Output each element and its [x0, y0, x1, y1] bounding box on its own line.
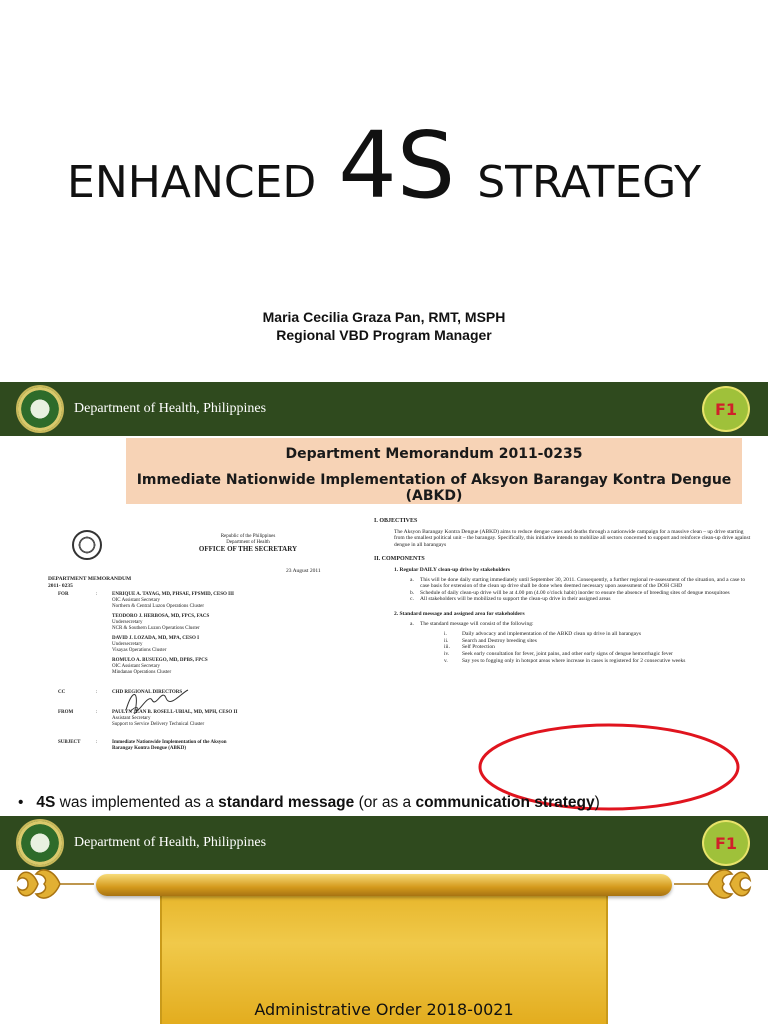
memo-row: FOR : ENRIQUE A. TAYAG, MD, PHSAE, FPSMID, CESO III OIC Assistant Secretary Northern & Central Luzon Operations Cluster	[48, 592, 358, 610]
fleur-de-lis-left-icon	[14, 860, 94, 908]
memo-row	[48, 658, 358, 676]
bullet-text-2: (or as a	[354, 794, 416, 811]
row-name: PAULYN JEAN B. ROSELL-UBIAL, MD, MPH, CESO II	[112, 710, 238, 715]
memo-title-banner	[126, 438, 742, 504]
bullet-text-3: )	[594, 794, 600, 811]
title-big: 4S	[338, 112, 456, 219]
row-label	[48, 614, 96, 632]
memo-row: FROM : PAULYN JEAN B. ROSELL-UBIAL, MD, MPH, CESO II Assistant Secretary Support to Service Delivery Technical Cluster	[48, 710, 358, 728]
memo-row	[48, 614, 358, 632]
scroll-rod	[96, 874, 672, 896]
dm-number: 2011- 0235	[48, 583, 73, 589]
signature-mark	[122, 686, 192, 714]
doh-header-bar	[0, 382, 768, 436]
doh-seal-icon	[72, 530, 102, 560]
republic-text: Republic of the Philippines	[220, 534, 276, 539]
title-prefix: ENHANCED	[67, 157, 317, 208]
standard-message-item: iii. Self Protection	[444, 644, 495, 651]
row-sub: Mindanao Operations Cluster	[112, 670, 172, 675]
row-name: Immediate Nationwide Implementation of the Aksyon	[112, 740, 227, 745]
row-sub: OIC Assistant Secretary	[112, 664, 161, 669]
component-1-item: a. This will be done daily starting immediately until September 30, 2011. Consequently, a further regional re-assessment of the situation, and a case to case basis for extension of the clean up drive shall be done when deemed necessary upon assessment of the DOH CHD	[410, 576, 746, 590]
row-sub: Barangay Kontra Dengue (ABKD)	[112, 746, 187, 751]
row-name: TEODORO J. HERBOSA, MD, FPCS, FACS	[112, 614, 210, 619]
row-name: DAVID J. LOZADA, MD, MPA, CESO I	[112, 636, 200, 641]
component-1-item: c. All stakeholders will be mobilized to support the clean-up drive in their assigned areas	[410, 596, 611, 603]
doh-seal-icon	[16, 385, 64, 433]
memo-scan-left	[48, 520, 358, 792]
fleur-de-lis-right-icon	[674, 860, 754, 908]
standard-message-item: i. Daily advocacy and implementation of the ABKD clean up drive in all barangays	[444, 631, 641, 638]
row-sub: Visayas Operations Cluster	[112, 648, 167, 653]
standard-message-item: v. Say yes to fogging only in hotspot areas where increase in cases is registered for 2 consecutive weeks	[444, 657, 686, 664]
row-label: FROM	[58, 710, 74, 715]
standard-message-item: ii. Search and Destroy breeding sites	[444, 637, 537, 644]
bullet-bold-2: standard message	[218, 794, 355, 811]
row-sub: OIC Assistant Secretary	[112, 598, 161, 603]
memo-dm-block	[48, 576, 131, 590]
summary-bullet	[18, 794, 768, 812]
row-sub: Undersecretary	[112, 620, 143, 625]
row-label: SUBJECT	[58, 740, 81, 745]
memo-row: CC : CHD REGIONAL DIRECTORS	[48, 690, 358, 696]
author-name: Maria Cecilia Graza Pan, RMT, MSPH	[262, 309, 506, 325]
author-block	[0, 308, 768, 344]
bullet-bold-1: 4S	[36, 794, 56, 811]
title-slide	[0, 0, 768, 380]
component-1-heading: 1. Regular DAILY clean-up drive by stakeholders	[394, 566, 511, 573]
memo-row: SUBJECT : Immediate Nationwide Implementation of the Aksyon Barangay Kontra Dengue (ABKD)	[48, 740, 358, 752]
dept-text: Department of Health	[226, 540, 270, 545]
standard-message-item: iv. Seek early consultation for fever, joint pains, and other early signs of dengue hemorrhagic fever	[444, 650, 673, 657]
row-sub: Assistant Secretary	[112, 716, 151, 721]
doh-header-bar	[0, 816, 768, 870]
f1-plus-logo-icon: F1	[702, 820, 750, 866]
row-label	[48, 636, 96, 654]
row-name: ROMULO A. BUSUEGO, MD, DPBS, FPCS	[112, 658, 208, 663]
row-label	[48, 658, 96, 676]
f1-plus-logo-icon: F1	[702, 386, 750, 432]
memo-date: 23 August 2011	[286, 568, 321, 574]
doh-header-label: Department of Health, Philippines	[74, 401, 267, 416]
objectives-text: The Aksyon Barangay Kontra Dengue (ABKD) aims to reduce dengue cases and deaths through a nationwide campaign for a massive clean – up drive starting from the smallest political unit – the barangay. Specifically, this initiative intends to mobilize all sectors concerned to support and reinforce clean-up drive against dengue in all barangays	[394, 528, 751, 548]
row-sub: Undersecretary	[112, 642, 143, 647]
office-text: OFFICE OF THE SECRETARY	[198, 545, 298, 553]
component-2-item: a. The standard message will consist of the following:	[410, 620, 534, 627]
memo-row	[48, 636, 358, 654]
title-suffix: STRATEGY	[477, 157, 701, 208]
author-role: Regional VBD Program Manager	[276, 327, 492, 343]
dm-title: DEPARTMENT MEMORANDUM	[48, 576, 132, 582]
slide-title	[0, 112, 768, 219]
bullet-text-1: was implemented as a	[55, 794, 219, 811]
row-label: CC	[58, 690, 66, 695]
component-1-item: b. Schedule of daily clean-up drive will be at 4.00 pm (4.00 o'clock habit) inorder to ensure the absence of breeding sites of dengue mosquitoes	[410, 589, 730, 596]
component-2-heading: 2. Standard message and assigned area for stakeholders	[394, 610, 525, 617]
doh-header-label: Department of Health, Philippines	[74, 835, 267, 850]
memo-subject: Immediate Nationwide Implementation of Aksyon Barangay Kontra Dengue (ABKD)	[136, 472, 732, 504]
memo-number: Department Memorandum 2011-0235	[285, 446, 583, 462]
row-sub: Northern & Central Luzon Operations Cluster	[112, 604, 205, 609]
memo-letterhead	[168, 534, 328, 552]
row-label: FOR	[58, 592, 69, 597]
bullet-icon: •	[18, 794, 37, 811]
bullet-bold-3: communication strategy	[415, 794, 595, 811]
row-sub: Support to Service Delivery Technical Cluster	[112, 722, 205, 727]
components-heading: II. COMPONENTS	[374, 556, 425, 563]
row-name: ENRIQUE A. TAYAG, MD, PHSAE, FPSMID, CESO III	[112, 592, 234, 597]
objectives-heading: I. OBJECTIVES	[374, 518, 418, 524]
row-sub: NCR & Southern Luzon Operations Cluster	[112, 626, 200, 631]
administrative-order-text: Administrative Order 2018-0021	[254, 1000, 514, 1019]
memo-scan-right	[374, 518, 754, 664]
row-name: CHD REGIONAL DIRECTORS	[112, 690, 183, 695]
